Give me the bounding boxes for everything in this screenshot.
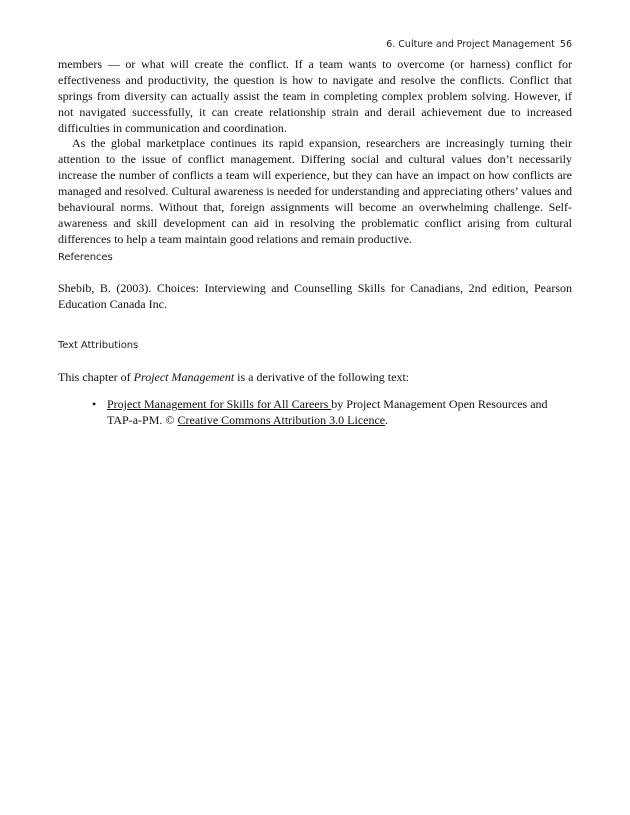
- license-link[interactable]: Creative Commons Attribution 3.0 Licence: [177, 413, 386, 427]
- list-item: [92, 396, 568, 428]
- text-attributions-heading: Text Attributions: [58, 340, 139, 351]
- intro-prefix: This chapter of: [58, 370, 134, 384]
- reference-entry: Shebib, B. (2003). Choices: Interviewing and Counselling Skills for Canadians, 2nd edition, Pearson Education Canada Inc.: [58, 281, 572, 311]
- attribution-list: [92, 396, 568, 428]
- body-paragraph-2: As the global marketplace continues its rapid expansion, researchers are increasingly turning their attention to the issue of conflict management. Differing social and cultural values don’t necessarily increase the number of conflicts a team will experience, but they can have an impact on how conflicts are managed and resolved. Cultural awareness is needed for understanding and appreciating others’ values and behavioural norms. Without that, foreign assignments will become an overwhelming challenge. Self-awareness and skill development can aid in resolving the problematic conflict arising from cultural differences to help a team maintain good relations and remain productive.: [58, 136, 572, 246]
- attribution-by-text: by Project Management Open Resources and TAP-a-PM. ©: [107, 397, 548, 427]
- source-text-link[interactable]: Project Management for Skills for All Careers: [107, 397, 332, 411]
- page-number: 56: [559, 39, 572, 50]
- references-heading: References: [58, 252, 113, 263]
- bullet-icon: •: [92, 397, 97, 411]
- body-paragraph-1: members — or what will create the conflict. If a team wants to overcome (or harness) conflict for effectiveness and productivity, the question is how to navigate and resolve the conflicts. Conflict that springs from diversity can actually assist the team in completing complex problem solving. However, if not navigated successfully, it can create relationship strain and derail achievement due to increased difficulties in communication and coordination.: [58, 57, 572, 135]
- header-section-title: 6. Culture and Project Management: [386, 39, 555, 50]
- attribution-intro: [58, 369, 572, 385]
- intro-suffix: is a derivative of the following text:: [234, 370, 410, 384]
- attribution-end: .: [385, 413, 389, 427]
- running-header: [386, 39, 572, 50]
- intro-title: Project Management: [133, 370, 235, 384]
